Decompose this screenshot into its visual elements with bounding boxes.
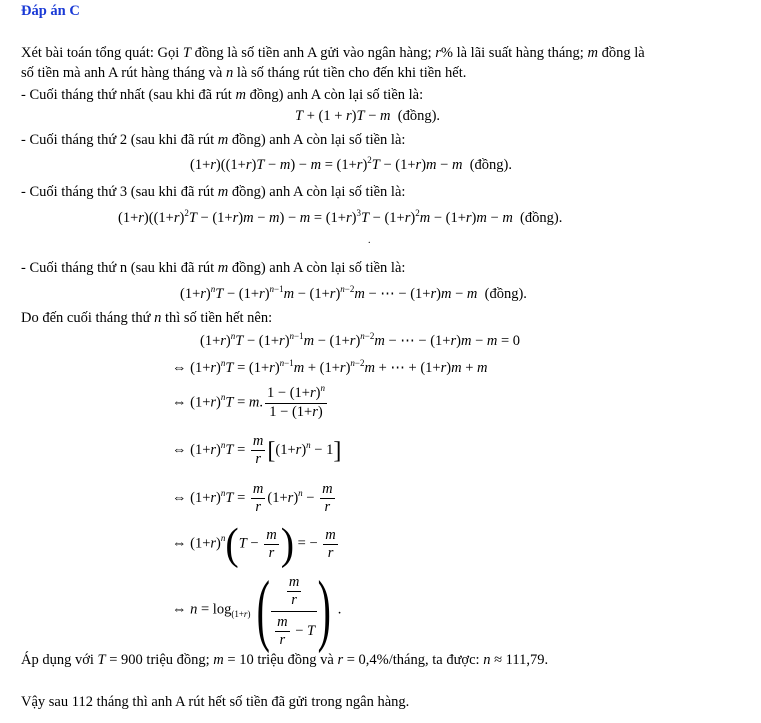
intro-line-2: số tiền mà anh A rút hàng tháng và n là số tháng rút tiền cho đến khi tiền hết.: [21, 65, 467, 81]
equation-3: ⇔ $(1+r)^nT = m$. $\frac{1 - (1+r)^n}{1 - (1+r)}$: [172, 383, 325, 420]
month1-text: - Cuối tháng thứ nhất (sau khi đã rút m đồng) anh A còn lại số tiền là:: [21, 87, 424, 103]
equation-1: $(1+r)^nT - (1+r)^{n-1}m - (1+r)^{n-2}m$ − ⋯ − (1+r)m − m = 0: [200, 331, 521, 349]
intro-line-1: Xét bài toán tổng quát: Gọi T đồng là số tiền anh A gửi vào ngân hàng; r% là lãi suất hàng tháng; m đồng là: [21, 45, 645, 61]
month3-formula: $(1+r)((1+r)^2T - (1+r)m - m) - m = (1+r)^3T - (1+r)^2m - (1+r)m - m$ (đồng).: [118, 208, 563, 226]
equation-5: ⇔ $(1+r)^nT$ = $\frac{m}{r}$ $(1+r)^n$ − $\frac{m}{r}$: [172, 481, 333, 515]
month1-formula: T + (1 + r)T − m (đồng).: [295, 108, 441, 124]
month2-formula: $(1+r)((1+r)T - m) - m = (1+r)^2T - (1+r)m - m$ (đồng).: [190, 155, 512, 173]
conclusion-text: Vậy sau 112 tháng thì anh A rút hết số tiền đã gửi trong ngân hàng.: [21, 694, 410, 710]
answer-title: Đáp án C: [21, 3, 80, 19]
dot-separator: .: [368, 235, 371, 246]
equation-4: ⇔ $(1+r)^nT$ = $\frac{m}{r}$ $[(1+r)^n - 1]$: [172, 433, 342, 467]
month2-text: - Cuối tháng thứ 2 (sau khi đã rút m đồng) anh A còn lại số tiền là:: [21, 132, 406, 148]
monthn-text: - Cuối tháng thứ n (sau khi đã rút m đồng) anh A còn lại số tiền là:: [21, 260, 406, 276]
apply-text: Áp dụng với T = 900 triệu đồng; m = 10 triệu đồng và r = 0,4%/tháng, ta được: n ≈ 111,79.: [21, 652, 549, 668]
end-text: Do đến cuối tháng thứ n thì số tiền hết nên:: [21, 310, 273, 326]
equation-7: ⇔ $n = \log_{(1+r)}$( $\frac{m}{r}$ $\frac{m}{r}$ − T ) .: [172, 566, 342, 654]
equation-6: ⇔ $(1+r)^n(T$ − $\frac{m}{r}$ ) = − $\frac{m}{r}$: [172, 518, 336, 569]
equation-2: ⇔ $(1+r)^nT = (1+r)^{n-1}m + (1+r)^{n-2}m$ + ⋯ + (1+r)m + m: [172, 358, 488, 376]
month3-text: - Cuối tháng thứ 3 (sau khi đã rút m đồng) anh A còn lại số tiền là:: [21, 184, 406, 200]
monthn-formula: $(1+r)^nT - (1+r)^{n-1}m - (1+r)^{n-2}m$ − ⋯ − (1+r)m − m (đồng).: [180, 284, 527, 302]
